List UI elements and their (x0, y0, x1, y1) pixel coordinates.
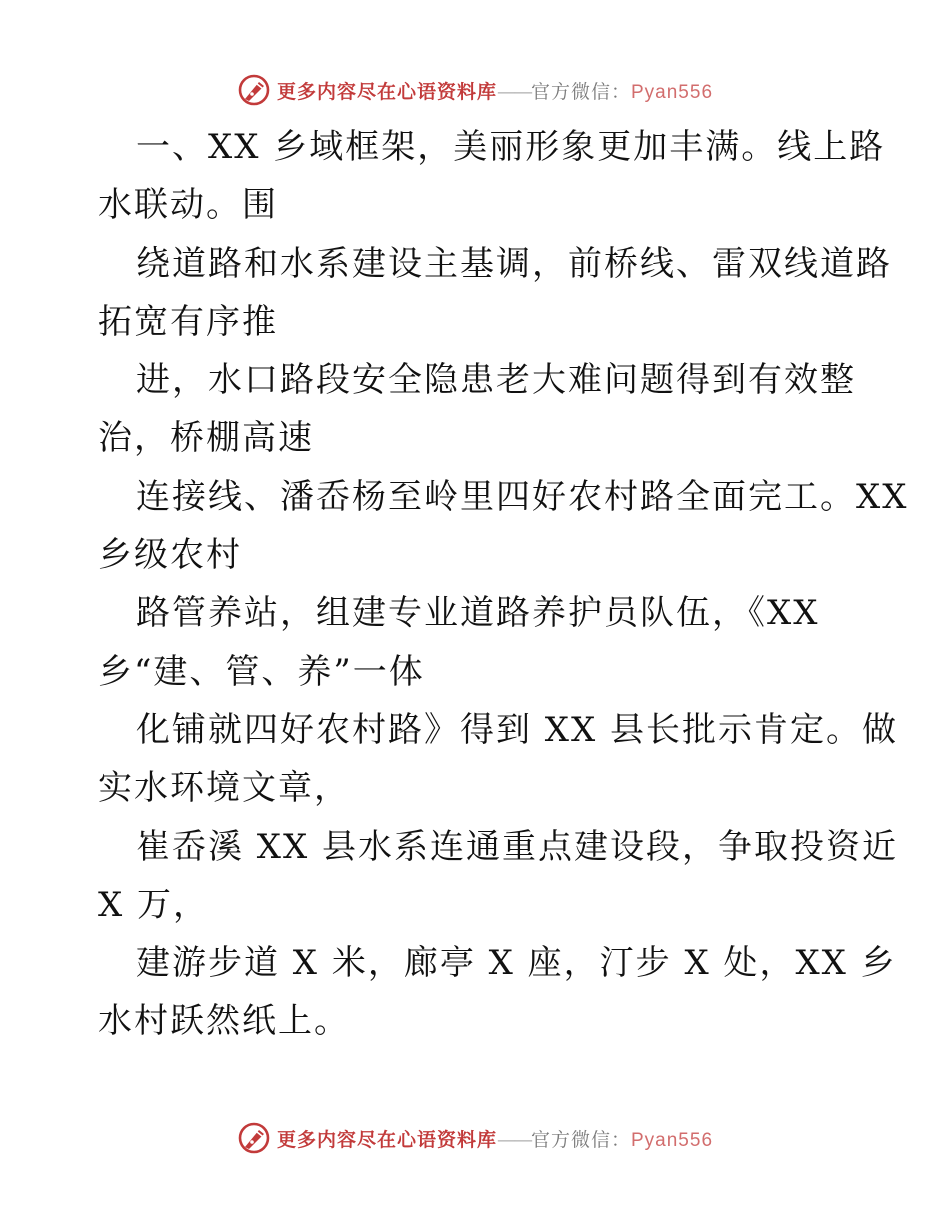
body-line: 拓宽有序推 (98, 301, 278, 342)
body-line: 化铺就四好农村路》得到 XX 县长批示肯定。做 (136, 709, 899, 750)
body-line: 水联动。围 (98, 185, 278, 226)
body-line: 治，桥棚高速 (98, 418, 314, 459)
banner-text (277, 77, 713, 104)
body-line: 乡“建、管、养”一体 (98, 651, 425, 692)
banner-brand: 更多内容尽在心语资料库 (276, 80, 497, 103)
body-line: 绕道路和水系建设主基调，前桥线、雷双线道路 (136, 243, 892, 284)
banner-dash: —— (496, 1128, 531, 1151)
banner-wechat-id: Pyan556 (631, 81, 714, 103)
banner-dash: —— (496, 80, 531, 103)
body-line: 水村跃然纸上。 (98, 1001, 350, 1042)
body-line: X 万， (98, 884, 210, 925)
header-watermark-banner (0, 70, 950, 110)
body-line: 路管养站，组建专业道路养护员队伍，《XX (136, 593, 820, 634)
pen-nib-circle-icon (237, 73, 271, 107)
body-line: 实水环境文章， (98, 768, 350, 809)
body-line: 崔岙溪 XX 县水系连通重点建设段，争取投资近 (136, 826, 899, 867)
banner-label: 官方微信： (530, 80, 631, 103)
body-line: 连接线、潘岙杨至岭里四好农村路全面完工。XX (136, 476, 909, 517)
banner-wechat-id: Pyan556 (631, 1129, 714, 1151)
body-line: 进，水口路段安全隐患老大难问题得到有效整 (136, 360, 856, 401)
document-body (98, 118, 909, 1051)
pen-nib-circle-icon (237, 1121, 271, 1155)
footer-watermark-banner (0, 1118, 950, 1158)
banner-label: 官方微信： (530, 1128, 631, 1151)
banner-text (277, 1125, 713, 1152)
footer-banner-inner (237, 1121, 713, 1155)
body-line: 乡级农村 (98, 535, 242, 576)
banner-brand: 更多内容尽在心语资料库 (276, 1128, 497, 1151)
body-line: 建游步道 X 米，廊亭 X 座，汀步 X 处，XX 乡 (136, 943, 897, 984)
header-banner-inner (237, 73, 713, 107)
body-line: 一、XX 乡域框架，美丽形象更加丰满。线上路 (136, 127, 886, 167)
